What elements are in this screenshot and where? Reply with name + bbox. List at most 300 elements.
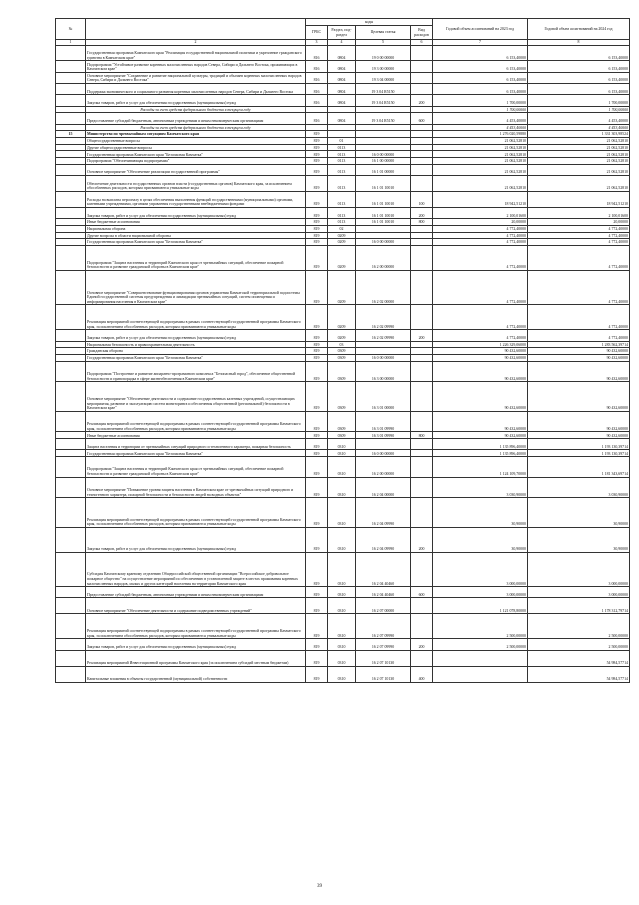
row-vr [411,72,433,83]
row-number [56,72,86,83]
row-razdel: 0209 [328,305,356,330]
row-csr [356,144,411,151]
row-number [56,450,86,457]
row-number [56,151,86,158]
row-vr [411,457,433,478]
row-razdel: 0310 [328,552,356,586]
row-vr [411,124,433,131]
table-row [56,341,630,348]
row-name: Государственная программа Камчатского края "Безопасная Камчатка" [86,355,306,362]
row-name: Закупка товаров, работ и услуг для обеспечения государственных (муниципальных) нужд [86,639,306,650]
row-grbs: 816 [306,84,328,95]
row-name: Подпрограмма "Построение и развитие аппаратно-программного комплекса "Безопасный город", обеспечение общественной безопасности и правопорядка в сфере жизнеобеспечения в Камчатском крае" [86,361,306,382]
row-name: Реализация мероприятий соответствующей подпрограммы в рамках соответствующей государственной программы Камчатского края, за исключением обособленных расходов, которым присваиваются уникальные коды [86,305,306,330]
row-number [56,498,86,528]
row-grbs: 819 [306,330,328,341]
table-row [56,650,630,666]
row-amount-2023: 6 153,40000 [433,61,528,72]
column-index-cell: 4 [328,40,356,46]
row-razdel: 0310 [328,598,356,614]
row-amount-2023: 90 432,60000 [433,382,528,412]
row-name: Подпрограмма "Устойчивое развитие коренных малочисленных народов Севера, Сибири и Дальнего Востока, проживающих в Камчатском крае" [86,61,306,72]
table-row [56,131,630,138]
row-amount-2023: 6 153,40000 [433,72,528,83]
row-amount-2024: 6 153,40000 [528,61,630,72]
row-csr: 19 0 00 00000 [356,45,411,61]
row-amount-2023: 90 432,60000 [433,355,528,362]
row-name: Расходы за счет средств федерального бюджета в текущем году [86,124,306,131]
row-number [56,348,86,355]
row-grbs: 819 [306,239,328,246]
row-amount-2024: 90 432,60000 [528,361,630,382]
row-razdel: 0804 [328,61,356,72]
row-amount-2023: 4 453,40000 [433,113,528,124]
row-number [56,439,86,450]
row-vr [411,225,433,232]
row-grbs: 819 [306,639,328,650]
row-grbs: 819 [306,411,328,432]
page-number: 39 [317,884,322,889]
row-grbs: 819 [306,138,328,145]
row-amount-2023: 21 062,52810 [433,151,528,158]
row-razdel: 0310 [328,614,356,639]
row-amount-2023 [433,666,528,682]
row-amount-2023: 3 030,90000 [433,477,528,498]
row-vr [411,355,433,362]
table-row [56,432,630,439]
row-csr: 16 0 00 00000 [356,450,411,457]
row-amount-2024: 1 700,00000 [528,106,630,113]
row-grbs: 819 [306,151,328,158]
table-row [56,382,630,412]
table-row [56,598,630,614]
row-name: Основное мероприятие "Повышение уровня защиты населения в Камчатском крае от чрезвычайных ситуаций природного и техногенного характера, пожарной безопасности и безопасности людей на водных объектах" [86,477,306,498]
row-csr: 16 3 00 00000 [356,361,411,382]
row-razdel: 0309 [328,348,356,355]
row-grbs: 819 [306,527,328,552]
row-csr: 16 1 01 10010 [356,191,411,207]
row-csr: 19 3 04 R5150 [356,84,411,95]
table-row [56,477,630,498]
row-amount-2024: 4 772,40000 [528,232,630,239]
table-row [56,207,630,218]
row-vr [411,151,433,158]
row-csr: 16 0 00 00000 [356,239,411,246]
row-grbs: 819 [306,191,328,207]
row-amount-2024: 3 000,00000 [528,587,630,598]
table-row [56,45,630,61]
row-amount-2024: 90 432,60000 [528,432,630,439]
row-amount-2023: 2 100,01600 [433,207,528,218]
row-vr: 200 [411,527,433,552]
table-row [56,239,630,246]
row-name: Закупка товаров, работ и услуг для обеспечения государственных (муниципальных) нужд [86,527,306,552]
row-vr [411,361,433,382]
table-row [56,124,630,131]
row-grbs [306,124,328,131]
row-amount-2024: 21 062,52810 [528,158,630,165]
row-grbs: 819 [306,439,328,450]
row-grbs: 819 [306,598,328,614]
header-grbs: ГРБС [306,26,328,40]
row-razdel: 0113 [328,191,356,207]
row-razdel [328,131,356,138]
row-grbs: 819 [306,305,328,330]
row-amount-2024: 1 193 130,39714 [528,450,630,457]
table-row [56,457,630,478]
header-codes: коды [306,19,433,26]
row-grbs: 819 [306,614,328,639]
row-razdel: 0113 [328,207,356,218]
row-amount-2023: 4 772,40000 [433,330,528,341]
table-row [56,355,630,362]
row-amount-2024: 4 453,40000 [528,113,630,124]
budget-table [55,18,630,683]
row-number [56,225,86,232]
table-row [56,666,630,682]
row-name: Реализация мероприятий соответствующей подпрограммы в рамках соответствующей государственной программы Камчатского края, за исключением обособленных расходов, которым присваиваются уникальные коды [86,614,306,639]
row-name: Реализация мероприятий соответствующей подпрограммы в рамках соответствующей государственной программы Камчатского края, за исключением обособленных расходов, которым присваиваются уникальные коды [86,411,306,432]
row-grbs: 819 [306,207,328,218]
row-amount-2023: 4 772,40000 [433,245,528,270]
table-row [56,158,630,165]
row-razdel: 01 [328,138,356,145]
row-amount-2023: 21 062,52810 [433,138,528,145]
row-amount-2024: 3 000,00000 [528,552,630,586]
row-number [56,45,86,61]
row-csr: 16 2 07 09990 [356,639,411,650]
row-csr: 16 1 01 10010 [356,176,411,192]
table-row [56,552,630,586]
table-row [56,72,630,83]
row-amount-2024: 4 772,40000 [528,239,630,246]
row-name: Предоставление субсидий бюджетным, автономным учреждениям и иным некоммерческим организациям [86,113,306,124]
row-vr [411,411,433,432]
row-razdel: 0209 [328,245,356,270]
table-row [56,138,630,145]
row-name: Предоставление субсидий бюджетным, автономным учреждениям и иным некоммерческим организациям [86,587,306,598]
row-razdel: 0309 [328,355,356,362]
row-amount-2024: 1 700,00000 [528,95,630,106]
row-vr [411,450,433,457]
row-name: Расходы на выплаты персоналу в целях обеспечения выполнения функций государственными (муниципальными) органами, казенными учреждениями, органами управления государственными внебюджетными фондами [86,191,306,207]
row-number [56,666,86,682]
row-number [56,457,86,478]
row-csr: 16 2 02 00000 [356,271,411,305]
row-amount-2024: 4 453,40000 [528,124,630,131]
row-amount-2024: 1 193 130,39714 [528,439,630,450]
row-vr [411,144,433,151]
row-number [56,305,86,330]
row-grbs: 819 [306,164,328,175]
row-name: Подпрограмма "Защита населения и территорий Камчатского края от чрезвычайных ситуаций, обеспечение пожарной безопасности и развитие гражданской обороны в Камчатском крае" [86,245,306,270]
row-razdel: 0113 [328,151,356,158]
row-csr [356,106,411,113]
row-number [56,191,86,207]
row-grbs: 819 [306,450,328,457]
row-vr [411,232,433,239]
row-name: Иные бюджетные ассигнования [86,219,306,226]
row-razdel: 0309 [328,411,356,432]
row-grbs: 819 [306,650,328,666]
row-grbs: 819 [306,245,328,270]
row-vr [411,239,433,246]
row-grbs: 816 [306,95,328,106]
row-name: Закупка товаров, работ и услуг для обеспечения государственных (муниципальных) нужд [86,207,306,218]
row-razdel: 0310 [328,527,356,552]
row-vr [411,305,433,330]
row-amount-2023: 21 062,52810 [433,144,528,151]
row-amount-2024: 1 181 343,69714 [528,457,630,478]
header-2024: Годовой объем ассигнований на 2024 год [528,19,630,40]
table-row [56,587,630,598]
table-row [56,439,630,450]
row-grbs: 819 [306,498,328,528]
row-amount-2023 [433,650,528,666]
row-number [56,144,86,151]
row-amount-2024: 6 153,40000 [528,84,630,95]
row-grbs: 816 [306,113,328,124]
row-amount-2024: 90 432,60000 [528,348,630,355]
row-amount-2024: 21 062,52810 [528,176,630,192]
row-vr [411,439,433,450]
row-amount-2023: 4 772,40000 [433,239,528,246]
column-index-cell: 5 [356,40,411,46]
row-name: Подпрограмма "Защита населения и территорий Камчатского края от чрезвычайных ситуаций, обеспечение пожарной безопасности и развитие гражданской обороны в Камчатском крае" [86,457,306,478]
row-number [56,411,86,432]
row-vr: 800 [411,219,433,226]
row-amount-2024: 1 178 312,79714 [528,598,630,614]
column-index-cell: 2 [86,40,306,46]
row-razdel: 0804 [328,95,356,106]
table-body [56,45,630,682]
row-number [56,158,86,165]
row-grbs: 819 [306,457,328,478]
row-amount-2023: 4 772,40000 [433,232,528,239]
row-name: Подпрограмма "Обеспечивающая подпрограмма" [86,158,306,165]
row-amount-2023: 3 000,00000 [433,552,528,586]
header-num: № [56,19,86,40]
row-razdel [328,106,356,113]
row-amount-2023: 1 226 329,06000 [433,341,528,348]
row-amount-2023: 21 062,52810 [433,164,528,175]
row-name: Министерство по чрезвычайным ситуациям Камчатского края [86,131,306,138]
row-vr [411,552,433,586]
row-number [56,138,86,145]
column-index-cell: 1 [56,40,86,46]
table-row [56,106,630,113]
header-name [86,19,306,40]
table-row [56,498,630,528]
row-number [56,245,86,270]
row-razdel: 0310 [328,498,356,528]
table-row [56,151,630,158]
row-name: Основное мероприятие "Обеспечение реализации государственной программы" [86,164,306,175]
row-csr: 16 2 07 10130 [356,650,411,666]
row-razdel: 0310 [328,639,356,650]
row-csr: 16 2 04 00000 [356,477,411,498]
row-amount-2024: 18 942,51210 [528,191,630,207]
row-amount-2024: 2 100,01600 [528,207,630,218]
row-razdel: 0804 [328,84,356,95]
row-razdel: 0310 [328,666,356,682]
row-number [56,176,86,192]
row-csr [356,225,411,232]
row-name: Основное мероприятие "Обеспечение деятельности и содержание подведомственных учреждений" [86,598,306,614]
row-csr: 16 3 01 00000 [356,382,411,412]
row-razdel: 0310 [328,450,356,457]
table-row [56,95,630,106]
row-vr [411,650,433,666]
row-grbs: 819 [306,348,328,355]
row-amount-2023: 1 135 896,40000 [433,439,528,450]
row-grbs: 819 [306,271,328,305]
row-razdel: 0804 [328,72,356,83]
row-csr: 16 1 00 00000 [356,158,411,165]
row-razdel: 0113 [328,158,356,165]
table-row [56,639,630,650]
row-amount-2024: 20,00000 [528,219,630,226]
row-name: Общегосударственные вопросы [86,138,306,145]
row-amount-2023: 1 700,00000 [433,95,528,106]
row-name: Иные бюджетные ассигнования [86,432,306,439]
row-vr: 800 [411,432,433,439]
column-index-cell: 8 [528,40,630,46]
row-csr: 16 2 02 09990 [356,330,411,341]
table-row [56,113,630,124]
column-index-cell: 3 [306,40,328,46]
row-vr [411,477,433,498]
row-vr: 400 [411,666,433,682]
row-amount-2023: 21 062,52810 [433,158,528,165]
row-amount-2024: 4 772,40000 [528,305,630,330]
row-razdel: 0309 [328,432,356,439]
row-vr [411,245,433,270]
row-name: Обеспечение деятельности государственных органов власти (государственных органов) Камчатского края, за исключением обособленных расходов, которым присваиваются уникальные коды [86,176,306,192]
row-amount-2024: 4 772,40000 [528,245,630,270]
row-name: Закупка товаров, работ и услуг для обеспечения государственных (муниципальных) нужд [86,95,306,106]
row-vr [411,176,433,192]
row-number [56,361,86,382]
row-name: Расходы за счет средств федерального бюджета в текущем году [86,106,306,113]
row-number [56,330,86,341]
row-name: Государственная программа Камчатского края "Безопасная Камчатка" [86,239,306,246]
row-number [56,341,86,348]
row-number [56,124,86,131]
row-amount-2024: 4 772,40000 [528,271,630,305]
header-2023: Годовой объем ассигнований на 2023 год [433,19,528,40]
row-csr [356,131,411,138]
row-grbs: 819 [306,552,328,586]
row-amount-2023: 6 153,40000 [433,84,528,95]
row-csr: 16 2 04 40460 [356,552,411,586]
table-row [56,225,630,232]
row-amount-2023: 2 500,00000 [433,614,528,639]
table-row [56,219,630,226]
row-csr: 16 2 04 40460 [356,587,411,598]
row-name: Реализация мероприятий соответствующей подпрограммы в рамках соответствующей государственной программы Камчатского края, за исключением обособленных расходов, которым присваиваются уникальные коды [86,498,306,528]
row-vr [411,348,433,355]
row-vr [411,131,433,138]
row-amount-2024: 2 500,00000 [528,614,630,639]
row-csr: 16 0 00 00000 [356,151,411,158]
row-grbs: 816 [306,45,328,61]
row-amount-2023: 90 432,60000 [433,432,528,439]
row-grbs: 819 [306,158,328,165]
table-row [56,176,630,192]
row-number [56,219,86,226]
row-vr: 200 [411,639,433,650]
row-amount-2023: 90 432,60000 [433,411,528,432]
table-header [56,19,630,46]
row-amount-2024: 6 153,40000 [528,72,630,83]
table-row [56,330,630,341]
row-number [56,598,86,614]
row-number [56,95,86,106]
row-grbs: 816 [306,61,328,72]
row-csr: 16 1 01 10010 [356,219,411,226]
row-razdel: 0804 [328,113,356,124]
row-csr [356,138,411,145]
row-name: Государственная программа Камчатского края "Реализация государственной национальной политики и укрепление гражданского единства в Камчатском крае" [86,45,306,61]
row-number [56,232,86,239]
row-number [56,61,86,72]
row-number [56,552,86,586]
row-vr: 200 [411,207,433,218]
row-name: Основное мероприятие "Сохранение и развитие национальной культуры, традиций и обычаев коренных малочисленных народов Севера, Сибири и Дальнего Востока" [86,72,306,83]
row-number [56,527,86,552]
row-csr: 16 2 04 09990 [356,527,411,552]
row-csr [356,341,411,348]
table-row [56,245,630,270]
row-amount-2023: 4 772,40000 [433,305,528,330]
row-csr: 19 3 00 00000 [356,61,411,72]
row-number [56,477,86,498]
row-amount-2023: 1 124 109,70000 [433,457,528,478]
row-razdel: 0209 [328,239,356,246]
row-amount-2024: 21 062,52810 [528,164,630,175]
row-name: Другие вопросы в области национальной обороны [86,232,306,239]
row-vr [411,138,433,145]
row-vr [411,158,433,165]
row-vr [411,45,433,61]
row-vr [411,614,433,639]
column-index-cell: 6 [411,40,433,46]
row-number [56,239,86,246]
row-amount-2023: 3 000,00000 [433,587,528,598]
row-csr: 16 1 01 10010 [356,207,411,218]
row-amount-2023: 90 432,60000 [433,361,528,382]
row-csr [356,232,411,239]
row-amount-2023: 6 153,40000 [433,45,528,61]
table-row [56,164,630,175]
row-number: 15 [56,131,86,138]
row-amount-2024: 2 500,00000 [528,639,630,650]
table-row [56,411,630,432]
row-number [56,587,86,598]
row-csr: 16 2 07 09990 [356,614,411,639]
row-amount-2023: 1 135 896,40000 [433,450,528,457]
row-name: Защита населения и территории от чрезвычайных ситуаций природного и техногенного характера, пожарная безопасность [86,439,306,450]
table-row [56,61,630,72]
row-razdel: 0209 [328,271,356,305]
table-row [56,450,630,457]
row-vr [411,382,433,412]
row-number [56,639,86,650]
table-row [56,305,630,330]
row-razdel: 0209 [328,330,356,341]
row-vr [411,598,433,614]
